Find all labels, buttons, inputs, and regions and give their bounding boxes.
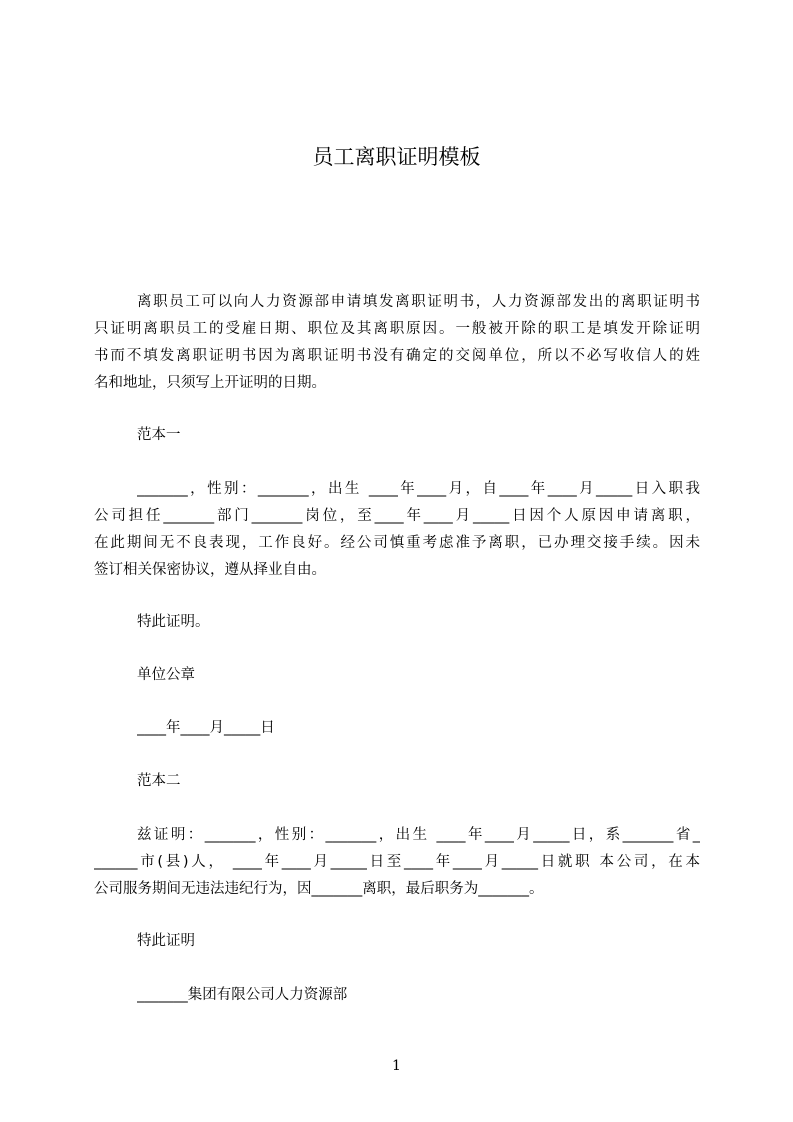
intro-line-3: 书而不填发离职证明书因为离职证明书没有确定的交阅单位，所以不必写收信人的姓 (94, 348, 700, 364)
sample2-line-2: ______市(县)人， ____年____月_____日至____年____月_____日就职 本公司，在本 (94, 854, 700, 870)
sample2-line-1: 兹证明：_______，性别：_______，出生 ____年____月_____日，系_______省_ (137, 827, 700, 843)
sample1-line-1: _______，性别：_______，出生 ____年____月，自____年____月_____日入职我 (137, 481, 700, 497)
intro-line-4: 名和地址，只须写上开证明的日期。 (94, 375, 326, 391)
page-number: 1 (392, 1058, 401, 1074)
sample1-line-4: 签订相关保密协议，遵从择业自由。 (94, 562, 326, 578)
sample2-line-3: 公司服务期间无违法违纪行为，因_______离职，最后职务为_______。 (94, 881, 544, 897)
sample1-certify: 特此证明。 (137, 614, 210, 630)
sample2-heading: 范本二 (137, 773, 181, 789)
intro-line-1: 离职员工可以向人力资源部申请填发离职证明书，人力资源部发出的离职证明书 (137, 294, 700, 310)
sample1-seal: 单位公章 (137, 667, 195, 683)
sample2-certify: 特此证明 (137, 933, 195, 949)
sample1-heading: 范本一 (137, 427, 181, 443)
sample2-signature: _______集团有限公司人力资源部 (137, 987, 348, 1003)
intro-line-2: 只证明离职员工的受雇日期、职位及其离职原因。一般被开除的职工是填发开除证明 (94, 321, 700, 337)
sample1-date: ____年____月_____日 (137, 720, 275, 736)
sample1-line-3: 在此期间无不良表现，工作良好。经公司慎重考虑准予离职，已办理交接手续。因未 (94, 535, 700, 551)
page-title: 员工离职证明模板 (312, 145, 481, 169)
sample1-line-2: 公司担任_______部门_______岗位，至____年____月_____日因个人原因申请离职， (94, 508, 700, 524)
